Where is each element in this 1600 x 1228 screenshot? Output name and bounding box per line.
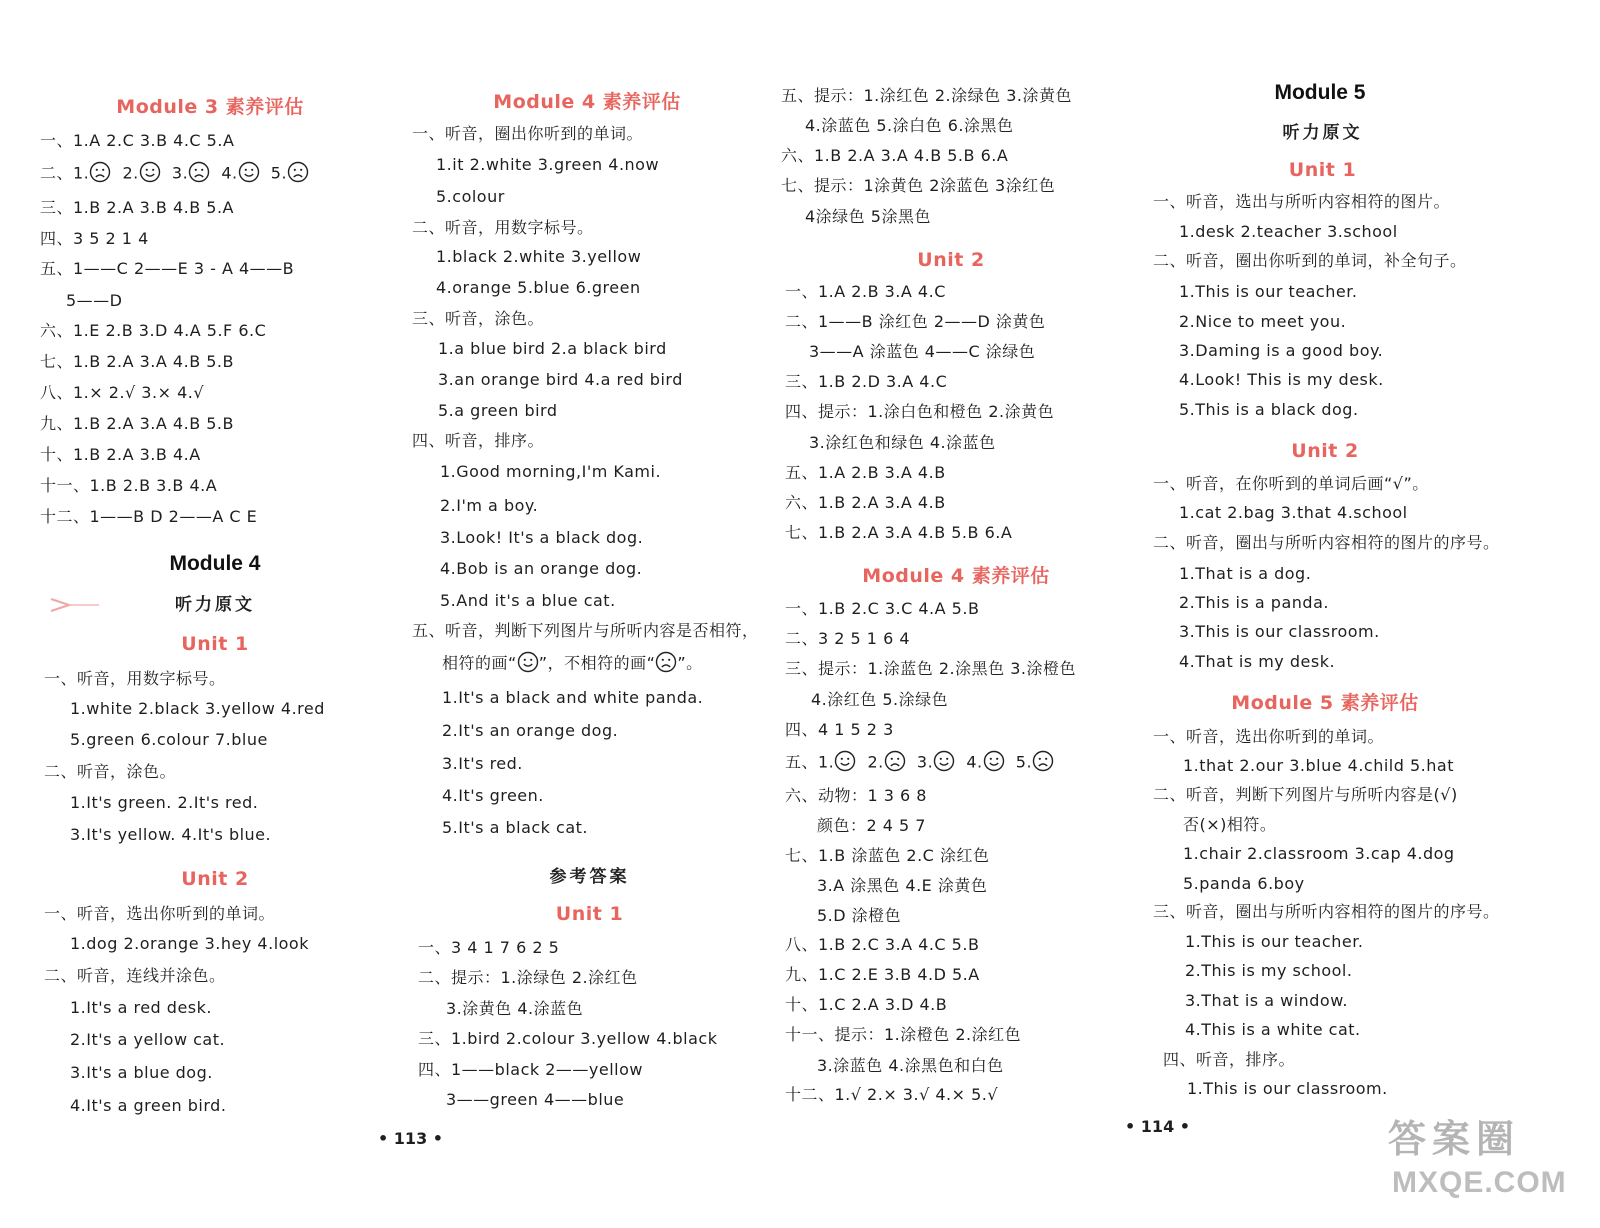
answer-line: 九、1.B 2.A 3.A 4.B 5.B [40, 414, 234, 433]
script-line: 5.green 6.colour 7.blue [70, 730, 268, 749]
answer-line: 4涂绿色 5涂黑色 [805, 207, 931, 226]
question-line: 二、听音，判断下列图片与所听内容是(√) [1153, 785, 1458, 804]
happy-face-icon [517, 651, 539, 673]
answer-line: 二、3 2 5 1 6 4 [785, 629, 911, 648]
sad-face-icon [655, 651, 677, 673]
answer-line: 八、1.× 2.√ 3.× 4.√ [40, 383, 205, 402]
face-label: 2. [122, 163, 139, 183]
answer-line-faces [785, 752, 1054, 774]
script-line: 4.Look! This is my desk. [1179, 370, 1384, 389]
answer-line: 一、1.A 2.C 3.B 4.C 5.A [40, 131, 235, 150]
answer-line: 3.A 涂黑色 4.E 涂黄色 [817, 876, 988, 895]
answer-line: 十、1.B 2.A 3.B 4.A [40, 445, 201, 464]
script-line: 3.Look! It's a black dog. [440, 528, 644, 547]
question-line: 二、听音，圈出你听到的单词，补全句子。 [1153, 251, 1467, 270]
face-label: 2. [867, 752, 884, 772]
script-line: 1.This is our teacher. [1185, 932, 1364, 951]
sad-face-icon [188, 161, 210, 183]
question-line: 二、听音，用数字标号。 [412, 218, 594, 237]
script-line: 3.That is a window. [1185, 991, 1348, 1010]
module-4-heading: Module 4 [169, 552, 261, 575]
script-line: 3.This is our classroom. [1179, 622, 1380, 641]
page-number: • 113 • [378, 1129, 443, 1148]
script-line: 1.a blue bird 2.a black bird [438, 339, 667, 358]
answer-line-faces [40, 163, 309, 185]
question-line: 五、听音，判断下列图片与所听内容是否相符， [412, 621, 759, 640]
answer-line: 四、提示：1.涂白色和橙色 2.涂黄色 [785, 402, 1055, 421]
sad-face-icon [1032, 750, 1054, 772]
title-module4-eval: Module 4 素养评估 [493, 91, 681, 113]
answer-line: 5.D 涂橙色 [817, 906, 902, 925]
watermark-url: MXQE.COM [1392, 1166, 1567, 1199]
answer-line: 四、1——black 2——yellow [418, 1060, 643, 1079]
script-line: 1.it 2.white 3.green 4.now [436, 155, 660, 174]
title-module5-eval: Module 5 素养评估 [1231, 692, 1419, 714]
answer-line: 二、提示：1.涂绿色 2.涂红色 [418, 968, 638, 987]
page-number: • 114 • [1125, 1117, 1190, 1136]
script-line: 4.That is my desk. [1179, 652, 1336, 671]
script-line: 1.chair 2.classroom 3.cap 4.dog [1183, 844, 1455, 863]
answer-line: 3.涂蓝色 4.涂黑色和白色 [817, 1056, 1004, 1075]
title-module4-eval: Module 4 素养评估 [862, 565, 1050, 587]
script-line: 4.This is a white cat. [1185, 1020, 1361, 1039]
answer-line: 四、3 5 2 1 4 [40, 229, 149, 248]
sad-face-icon [884, 750, 906, 772]
script-line: 5.panda 6.boy [1183, 874, 1305, 893]
question-line: 四、听音，排序。 [412, 431, 545, 450]
unit-1-heading: Unit 1 [555, 903, 624, 925]
answer-line: 三、1.bird 2.colour 3.yellow 4.black [418, 1029, 718, 1048]
answer-line: 九、1.C 2.E 3.B 4.D 5.A [785, 965, 980, 984]
answer-line: 三、1.B 2.A 3.B 4.B 5.A [40, 198, 234, 217]
script-line: 2.This is a panda. [1179, 593, 1329, 612]
answer-line: 十一、提示：1.涂橙色 2.涂红色 [785, 1025, 1022, 1044]
face-label: 5. [270, 163, 288, 183]
answer-line: 十二、1.√ 2.× 3.√ 4.× 5.√ [785, 1085, 999, 1104]
question-line: 一、听音，圈出你听到的单词。 [412, 124, 644, 143]
answer-line: 七、1.B 2.A 3.A 4.B 5.B 6.A [785, 523, 1013, 542]
script-line: 4.It's a green bird. [70, 1096, 227, 1115]
answer-line: 六、1.B 2.A 3.A 4.B 5.B 6.A [781, 146, 1009, 165]
sad-face-icon [287, 161, 309, 183]
face-label: 4. [966, 752, 983, 772]
script-line: 1.desk 2.teacher 3.school [1179, 222, 1398, 241]
script-line: 5.It's a black cat. [442, 818, 588, 837]
happy-face-icon [933, 750, 955, 772]
script-line: 5.colour [436, 187, 505, 206]
question-line: 二、听音，圈出与所听内容相符的图片的序号。 [1153, 533, 1500, 552]
script-line: 2.I'm a boy. [440, 496, 539, 515]
answer-line: 三、提示：1.涂蓝色 2.涂黑色 3.涂橙色 [785, 659, 1076, 678]
instruction-text: ”，不相符的画“ [538, 653, 656, 673]
script-line: 1.white 2.black 3.yellow 4.red [70, 699, 325, 718]
script-line: 4.Bob is an orange dog. [440, 559, 643, 578]
face-label: 4. [221, 163, 238, 183]
script-line: 4.orange 5.blue 6.green [436, 278, 641, 297]
question-line-faces [442, 653, 703, 675]
answer-line: 3.涂黄色 4.涂蓝色 [446, 999, 584, 1018]
script-line: 2.This is my school. [1185, 961, 1353, 980]
question-line: 二、听音，涂色。 [44, 762, 177, 781]
script-line: 1.It's a red desk. [70, 998, 212, 1017]
answer-line: 六、1.E 2.B 3.D 4.A 5.F 6.C [40, 321, 267, 340]
unit-1-heading: Unit 1 [181, 633, 249, 655]
question-line: 三、听音，涂色。 [412, 309, 545, 328]
answer-line: 七、1.B 涂蓝色 2.C 涂红色 [785, 846, 990, 865]
answer-line: 七、提示：1涂黄色 2涂蓝色 3涂红色 [781, 176, 1056, 195]
question-line: 一、听音，选出你听到的单词。 [44, 904, 276, 923]
script-line: 5.This is a black dog. [1179, 400, 1359, 419]
script-line: 3.It's red. [442, 754, 523, 773]
script-line: 1.black 2.white 3.yellow [436, 247, 642, 266]
question-line: 否(×)相符。 [1183, 815, 1277, 834]
face-label: 5. [1015, 752, 1033, 772]
answer-line: 五、提示：1.涂红色 2.涂绿色 3.涂黄色 [781, 86, 1072, 105]
script-line: 5.a green bird [438, 401, 558, 420]
question-line: 二、听音，连线并涂色。 [44, 966, 226, 985]
script-line: 1.that 2.our 3.blue 4.child 5.hat [1183, 756, 1454, 775]
answer-line: 三、1.B 2.D 3.A 4.C [785, 372, 948, 391]
listening-script-heading: 听力原文 [175, 595, 255, 615]
decorative-arrow-icon [49, 596, 101, 614]
script-line: 1.It's green. 2.It's red. [70, 793, 259, 812]
answer-line: 4.涂蓝色 5.涂白色 6.涂黑色 [805, 116, 1014, 135]
answer-line: 八、1.B 2.C 3.A 4.C 5.B [785, 935, 980, 954]
question-line: 一、听音，选出你听到的单词。 [1153, 727, 1385, 746]
script-line: 1.dog 2.orange 3.hey 4.look [70, 934, 309, 953]
sad-face-icon [89, 161, 111, 183]
question-line: 一、听音，在你听到的单词后画“√”。 [1153, 474, 1429, 493]
unit-2-heading: Unit 2 [1291, 440, 1359, 462]
face-label: 3. [916, 752, 934, 772]
answer-line: 一、1.B 2.C 3.C 4.A 5.B [785, 599, 980, 618]
answer-line: 5——D [66, 291, 123, 310]
script-line: 3.It's a blue dog. [70, 1063, 213, 1082]
unit-2-heading: Unit 2 [181, 868, 249, 890]
script-line: 2.It's a yellow cat. [70, 1030, 226, 1049]
script-line: 1.This is our teacher. [1179, 282, 1358, 301]
answer-line: 七、1.B 2.A 3.A 4.B 5.B [40, 352, 234, 371]
answer-line: 颜色：2 4 5 7 [817, 816, 926, 835]
question-line: 一、听音，用数字标号。 [44, 669, 226, 688]
answer-line: 一、3 4 1 7 6 2 5 [418, 938, 560, 957]
answer-line: 六、1.B 2.A 3.A 4.B [785, 493, 946, 512]
question-line: 三、听音，圈出与所听内容相符的图片的序号。 [1153, 902, 1500, 921]
script-line: 1.It's a black and white panda. [442, 688, 704, 707]
script-line: 1.cat 2.bag 3.that 4.school [1179, 503, 1408, 522]
unit-2-heading: Unit 2 [917, 249, 985, 271]
listening-script-heading: 听力原文 [1282, 123, 1363, 143]
answer-line: 3.涂红色和绿色 4.涂蓝色 [809, 433, 996, 452]
happy-face-icon [139, 161, 161, 183]
watermark-logo [1388, 1108, 1578, 1218]
answer-line: 4.涂红色 5.涂绿色 [811, 690, 949, 709]
answer-line: 十、1.C 2.A 3.D 4.B [785, 995, 948, 1014]
script-line: 3.Daming is a good boy. [1179, 341, 1384, 360]
happy-face-icon [983, 750, 1005, 772]
face-label: 二、1. [40, 163, 90, 183]
script-line: 4.It's green. [442, 786, 544, 805]
answer-line: 六、动物：1 3 6 8 [785, 786, 927, 805]
question-line: 四、听音，排序。 [1163, 1050, 1296, 1069]
script-line: 2.Nice to meet you. [1179, 312, 1347, 331]
module-5-heading: Module 5 [1274, 81, 1366, 104]
answer-key-heading: 参考答案 [549, 867, 630, 887]
answer-line: 十一、1.B 2.B 3.B 4.A [40, 476, 218, 495]
script-line: 3.It's yellow. 4.It's blue. [70, 825, 272, 844]
answer-line: 一、1.A 2.B 3.A 4.C [785, 282, 946, 301]
unit-1-heading: Unit 1 [1288, 159, 1357, 181]
answer-line: 3——A 涂蓝色 4——C 涂绿色 [809, 342, 1036, 361]
script-line: 1.Good morning,I'm Kami. [440, 462, 662, 481]
script-line: 1.That is a dog. [1179, 564, 1312, 583]
script-line: 3.an orange bird 4.a red bird [438, 370, 683, 389]
title-module3-eval: Module 3 素养评估 [116, 96, 304, 118]
happy-face-icon [238, 161, 260, 183]
answer-line: 五、1——C 2——E 3 - A 4——B [40, 259, 295, 278]
answer-line: 二、1——B 涂红色 2——D 涂黄色 [785, 312, 1046, 331]
instruction-text: ”。 [677, 653, 703, 673]
answer-line: 3——green 4——blue [446, 1090, 625, 1109]
instruction-text: 相符的画“ [442, 653, 517, 673]
face-label: 五、1. [785, 752, 835, 772]
watermark-text: 答案圈 [1388, 1117, 1521, 1161]
answer-line: 四、4 1 5 2 3 [785, 720, 894, 739]
question-line: 一、听音，选出与所听内容相符的图片。 [1153, 192, 1451, 211]
script-line: 2.It's an orange dog. [442, 721, 619, 740]
face-label: 3. [171, 163, 189, 183]
answer-line: 十二、1——B D 2——A C E [40, 507, 258, 526]
happy-face-icon [834, 750, 856, 772]
answer-line: 五、1.A 2.B 3.A 4.B [785, 463, 946, 482]
script-line: 1.This is our classroom. [1187, 1079, 1388, 1098]
script-line: 5.And it's a blue cat. [440, 591, 616, 610]
